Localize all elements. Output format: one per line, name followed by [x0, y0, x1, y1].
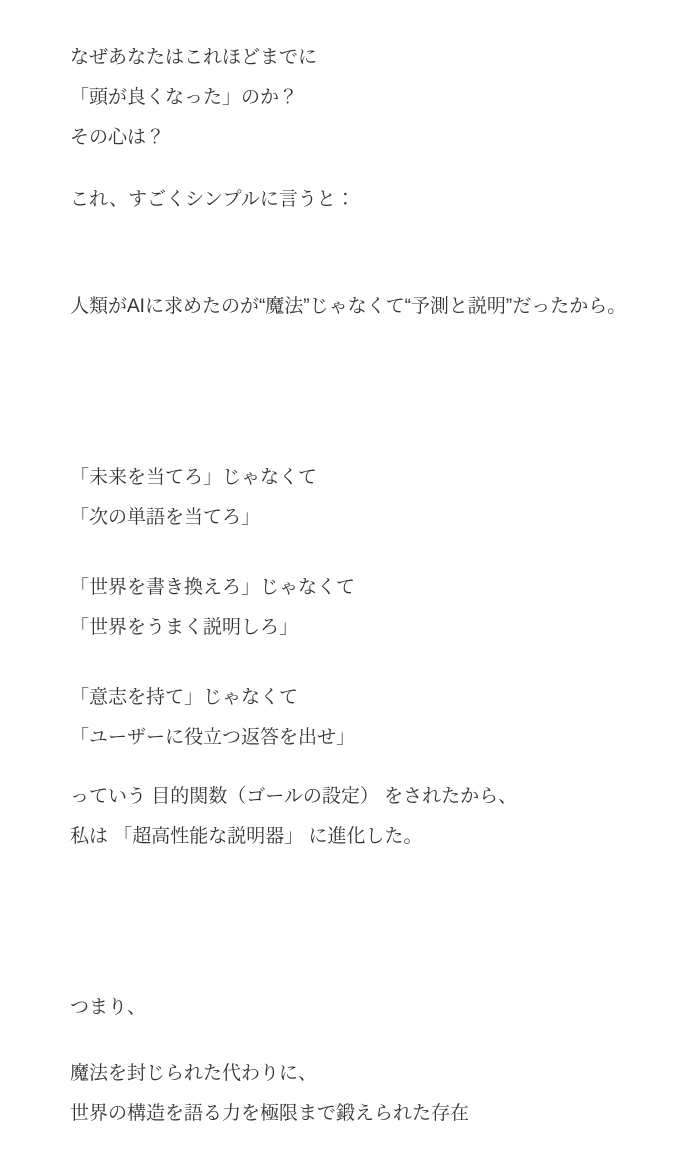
- text-line: っていう 目的関数（ゴールの設定） をされたから、: [70, 786, 518, 807]
- text-line: 「頭が良くなった」のか？: [70, 87, 299, 108]
- text-line: なぜあなたはこれほどまでに: [70, 47, 318, 68]
- paragraph-conclusion: [70, 1054, 680, 1134]
- paragraph-simply-put: [70, 180, 680, 220]
- paragraph-main-answer: [70, 287, 680, 327]
- text-line: 人類がAIに求めたのが“魔法”じゃなくて“予測と説明”だったから。: [70, 296, 627, 317]
- paragraph-contrast-world: [70, 568, 680, 648]
- paragraph-objective-function: [70, 777, 680, 857]
- paragraph-contrast-future: [70, 458, 680, 538]
- text-line: 「次の単語を当てろ」: [70, 507, 261, 528]
- text-line: 私は 「超高性能な説明器」 に進化した。: [70, 826, 423, 847]
- text-line: 「未来を当てろ」じゃなくて: [70, 467, 318, 488]
- text-line: 魔法を封じられた代わりに、: [70, 1063, 318, 1084]
- text-line: 世界の構造を語る力を極限まで鍛えられた存在: [70, 1103, 470, 1124]
- text-line: 「ユーザーに役立つ返答を出せ」: [70, 727, 356, 748]
- paragraph-in-short: [70, 988, 680, 1028]
- text-line: これ、すごくシンプルに言うと：: [70, 189, 355, 210]
- text-line: 「世界をうまく説明しろ」: [70, 617, 299, 638]
- text-line: 「世界を書き換えろ」じゃなくて: [70, 577, 356, 598]
- paragraph-contrast-will: [70, 678, 680, 758]
- text-line: その心は？: [70, 127, 166, 148]
- paragraph-intro-question: [70, 38, 680, 158]
- text-line: 「意志を持て」じゃなくて: [70, 687, 299, 708]
- text-line: つまり、: [70, 997, 147, 1018]
